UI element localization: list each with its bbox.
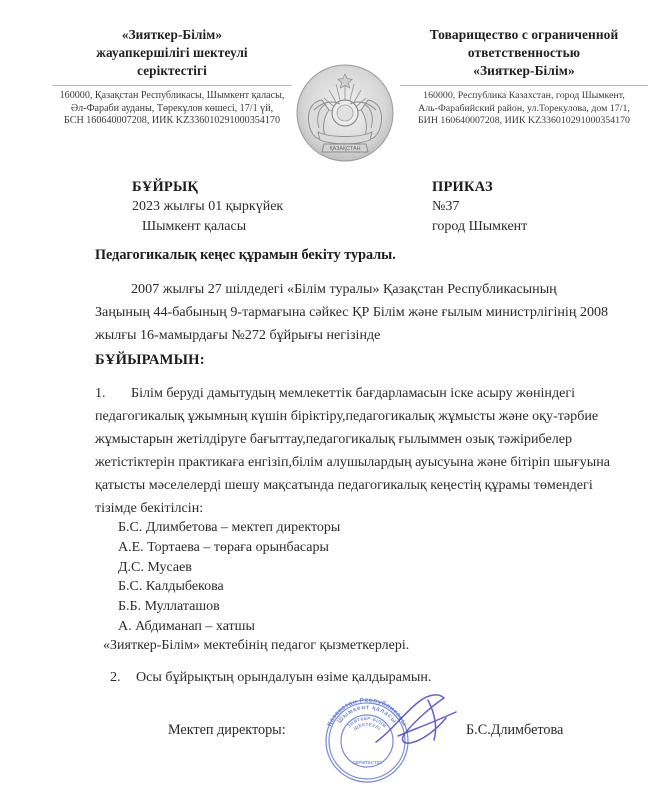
letterhead-left-title [52,26,292,80]
clause-2-number: 2. [110,669,121,685]
letterhead-right-title [400,26,648,80]
letterhead-right-address-line-1: 160000, Республика Казахстан, город Шымкент, [423,90,625,101]
letterhead-right-block [400,26,648,128]
council-member-list-note: «Зияткер-Білім» мектебінің педагог қызметкерлері. [103,638,410,653]
list-item: Д.С. Мусаев [118,559,192,575]
letterhead-left-title-line-1: «Зияткер-Білім» [121,27,223,42]
clause-1-text: Білім беруді дамытудың мемлекеттік бағдарламасын іске асыру жөніндегі педагогикалық ұжымның күшін біріктіру,педагогикалық жұмысты және оқу-тәрбие жұмыстарын жетілдіруге бағыттау,педагогикалық ғылыммен озық тәжірибелер жетістіктерін практикаға енгізіп,білім алушылардың ауысуына және бітіріп шығуына қатысты мәселелерді шешу мақсатында педагогикалық кеңестің құрамы төмендегі тізімде бекітілсін: [95,385,611,516]
clause-1 [95,382,617,520]
list-item: Б.С. Длимбетова – мектеп директоры [118,520,341,535]
order-keyword: БҰЙЫРАМЫН: [95,352,205,368]
order-city-kazakh: Шымкент қаласы [142,219,247,234]
letterhead-left-address-line-1: 160000, Қазақстан Республикасы, Шымкент қаласы, [59,90,285,101]
letterhead-right-address-line-3: БИН 160640007208, ИИК KZ336010291000354170 [418,115,630,127]
list-item: Б.Б. Муллаташов [118,599,220,615]
company-round-seal [312,686,422,796]
letterhead-left-title-line-2: жауапкершілігі шектеулі [96,45,248,60]
letterhead-right-address-line-2: Аль-Фарабийский район, ул.Торекулова, дом 17/1, [418,102,630,114]
letterhead-left-block [52,26,292,128]
order-title-russian [432,178,527,237]
clause-1-number: 1. [95,385,106,401]
list-item: А.Е. Тортаева – төраға орынбасары [118,539,329,555]
clause-2-text: Осы бұйрықтың орындалуын өзіме қалдырамын. [136,669,432,685]
order-preamble: 2007 жылғы 27 шілдедегі «Білім туралы» Қазақстан Республикасының Заңының 44-бабының 9-тармағына сәйкес ҚР Білім және ғылым министрлігінің 2008 жылғы 16-мамырдағы №272 бұйрығы негізінде [95,281,609,343]
list-item: Б.С. Калдыбекова [118,579,224,595]
order-heading-russian: ПРИКАЗ [432,179,493,195]
svg-text:Шымкент қаласы: Шымкент қаласы [335,703,399,725]
handwritten-signature-icon [372,690,487,750]
order-heading-kazakh: БҰЙРЫҚ [132,179,199,195]
svg-text:Қазақстан Республикасы: Қазақстан Республикасы [326,696,408,728]
clause-2 [110,666,610,688]
letterhead-left-address-line-2: Әл-Фараби ауданы, Төрекұлов көшесі, 17/1 үй, [70,102,274,114]
signature-role: Мектеп директоры: [168,722,286,738]
letterhead-left-title-line-3: серіктестігі [137,63,207,78]
order-date: 2023 жылғы 01 қыркүйек [132,199,284,214]
letterhead [0,26,661,156]
svg-text:ШЕКТЕУЛІ: ШЕКТЕУЛІ [352,722,382,732]
order-title-block [0,178,661,238]
order-title-kazakh [132,178,283,237]
svg-text:СЕРІКТЕСТІГІ: СЕРІКТЕСТІГІ [352,760,382,765]
letterhead-right-title-line-3: «Зияткер-Білім» [473,63,575,78]
letterhead-left-divider [52,85,292,86]
council-member-list [118,518,548,637]
order-subject: Педагогикалық кеңес құрамын бекіту туралы. [95,247,396,263]
svg-text:ЗИЯТКЕР-БІЛІМ: ЗИЯТКЕР-БІЛІМ [346,715,388,729]
letterhead-left-address-line-3: БСН 160640007208, ИИК KZ336010291000354170 [63,115,280,127]
svg-text:ҚАЗАҚСТАН: ҚАЗАҚСТАН [329,146,361,152]
kazakhstan-state-emblem-icon [296,52,394,174]
list-item: А. Абдиманап – хатшы [118,618,255,634]
order-number: №37 [432,199,460,214]
letterhead-right-title-line-2: ответственностью [467,45,581,60]
letterhead-left-address [52,90,292,128]
order-city-russian: город Шымкент [432,219,528,234]
letterhead-right-address [400,90,648,128]
letterhead-right-divider [400,85,648,86]
signature-name: Б.С.Длимбетова [466,722,564,738]
letterhead-right-title-line-1: Товарищество с ограниченной [429,27,619,42]
